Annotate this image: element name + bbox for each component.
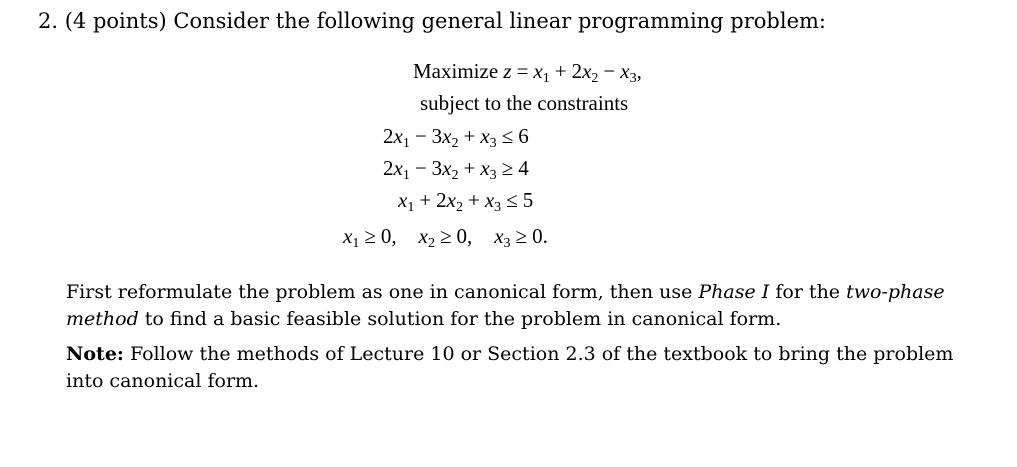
c3-x2: x [446,188,456,212]
nn-rel3: ≥ [515,224,528,248]
c1-x2: x [442,124,452,148]
c2-sub1: 1 [402,168,410,183]
c3-sub1: 1 [407,200,415,215]
c1-coef1: 2 [383,124,394,148]
instruction-part3: to find a basic feasible solution for the problem in canonical form. [144,308,782,330]
c3-sub3: 3 [494,200,502,215]
nn-x1: x [343,224,353,248]
note-label: Note: [66,343,124,365]
nn-val1: 0, [380,224,397,248]
subject-to-line: subject to the constraints [420,91,629,115]
objective-sub2: 2 [591,71,599,86]
nn-sub1: 1 [352,236,360,251]
problem-points: (4 points) [64,9,167,33]
nn-val2: 0, [456,224,473,248]
objective-z: z [503,59,512,83]
c1-coef2: 3 [431,124,443,148]
nn-x2: x [418,224,428,248]
constraint-1 [383,121,529,155]
constraint-2 [383,153,529,187]
note-paragraph [66,341,976,395]
objective-function [413,56,642,90]
c1-x3: x [480,124,490,148]
two-phase-method-term: two-phase method [66,281,945,330]
c1-relation: ≤ [501,124,514,148]
nn-val3: 0. [532,224,548,248]
objective-plus: + [554,59,567,83]
problem-intro: Consider the following general linear programming problem: [173,9,827,33]
c3-op1: + [419,188,432,212]
c2-coef2: 3 [431,156,443,180]
c3-x3: x [484,188,495,212]
nn-x3: x [494,224,504,248]
c3-relation: ≤ [506,188,518,212]
constraint-3 [398,185,533,219]
c3-rhs: 5 [522,188,534,212]
c2-op1: − [414,156,427,180]
c2-op2: + [463,156,476,180]
problem-number: 2. [38,9,59,33]
objective-coef2: 2 [571,59,583,83]
phase-one-term: Phase I [698,281,770,303]
c1-sub2: 2 [451,136,459,151]
c1-sub3: 3 [489,136,497,151]
nn-sub3: 3 [503,236,511,251]
c3-x1: x [398,188,408,212]
instruction-part2: for the [775,281,841,303]
c3-coef2: 2 [436,188,447,212]
objective-sub3: 3 [629,71,637,86]
maximize-keyword: Maximize [413,59,499,83]
c2-rhs: 4 [518,156,529,180]
objective-x3: x [620,59,630,83]
c2-x1: x [393,156,403,180]
c2-x2: x [442,156,452,180]
nonnegativity-constraints [343,221,548,255]
instruction-paragraph [66,279,976,333]
c3-op2: + [468,188,480,212]
note-text: Follow the methods of Lecture 10 or Section 2.3 of the textbook to bring the problem into canonical form. [66,343,954,392]
c2-sub2: 2 [451,168,459,183]
objective-comma: , [636,59,642,83]
c1-rhs: 6 [518,124,529,148]
nn-rel1: ≥ [364,224,376,248]
c2-sub3: 3 [489,168,497,183]
c3-sub2: 2 [456,200,463,215]
objective-sub1: 1 [542,71,550,86]
nn-sub2: 2 [427,236,435,251]
objective-equals: = [516,59,529,83]
c1-x1: x [393,124,403,148]
objective-x2: x [582,59,592,83]
objective-minus: − [603,59,616,83]
objective-x1: x [533,59,543,83]
c2-x3: x [480,156,490,180]
instruction-part1: First reformulate the problem as one in canonical form, then use [66,281,693,303]
nn-rel2: ≥ [439,224,452,248]
c1-op2: + [463,124,476,148]
c1-op1: − [414,124,427,148]
c2-relation: ≥ [501,156,514,180]
c1-sub1: 1 [402,136,410,151]
c2-coef1: 2 [383,156,394,180]
problem-header [38,6,826,36]
